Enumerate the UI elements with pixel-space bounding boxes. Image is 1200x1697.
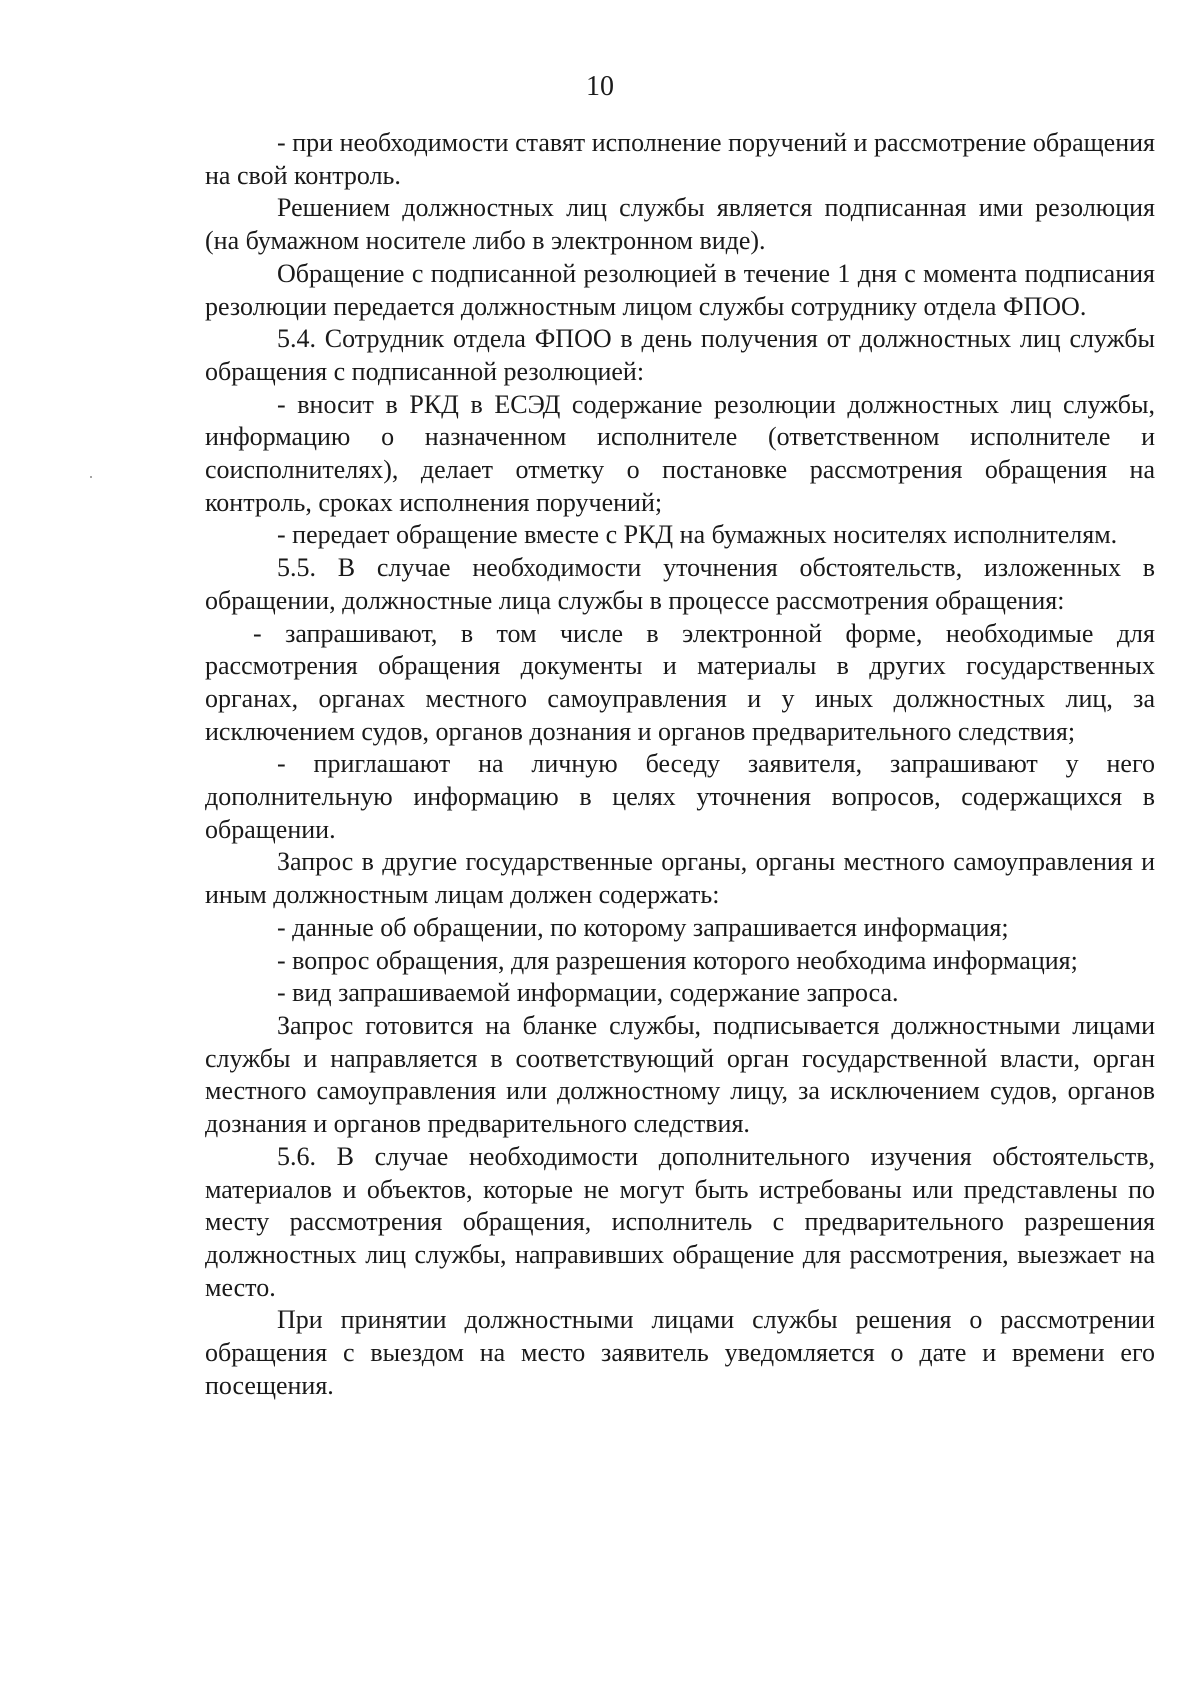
page-number: 10 (586, 71, 614, 102)
paragraph: - данные об обращении, по которому запрашивается информация; (277, 912, 1009, 942)
paragraph: Обращение с подписанной резолюцией в течение 1 дня с момента подписания резолюции передается должностным лицом службы сотруднику отдела ФПОО. (205, 258, 1155, 321)
paragraph: 5.4. Сотрудник отдела ФПОО в день получения от должностных лиц службы обращения с подписанной резолюцией: (205, 324, 1155, 386)
paragraph: Запрос в другие государственные органы, органы местного самоуправления и иным должностным лицам должен содержать: (205, 847, 1155, 910)
document-body (205, 127, 1155, 1402)
paragraph: - при необходимости ставят исполнение поручений и рассмотрение обращения на свой контроль. (205, 128, 1155, 190)
paragraph: - вид запрашиваемой информации, содержание запроса. (277, 978, 899, 1008)
paragraph: Решением должностных лиц службы является подписанная ими резолюция (на бумажном носителе либо в электронном виде). (205, 193, 1155, 256)
paragraph: 5.6. В случае необходимости дополнительного изучения обстоятельств, материалов и объектов, которые не могут быть истребованы или представлены по месту рассмотрения обращения, исполнитель с предварительного разрешения должностных лиц службы, направивших обращение для рассмотрения, выезжает на место. (205, 1141, 1155, 1302)
paragraph: 5.5. В случае необходимости уточнения обстоятельств, изложенных в обращении, должностные лица службы в процессе рассмотрения обращения: (205, 553, 1155, 615)
paragraph: - приглашают на личную беседу заявителя, запрашивают у него дополнительную информацию в целях уточнения вопросов, содержащихся в обращении. (205, 749, 1155, 844)
paragraph: Запрос готовится на бланке службы, подписывается должностными лицами службы и направляется в соответствующий орган государственной власти, орган местного самоуправления или должностному лицу, за исключением судов, органов дознания и органов предварительного следствия. (205, 1010, 1155, 1139)
scan-speck (90, 476, 92, 478)
paragraph: - запрашивают, в том числе в электронной форме, необходимые для рассмотрения обращения документы и материалы в других государственных органах, органах местного самоуправления и у иных должностных лиц, за исключением судов, органов дознания и органов предварительного следствия; (205, 618, 1155, 746)
paragraph: - вносит в РКД в ЕСЭД содержание резолюции должностных лиц службы, информацию о назначенном исполнителе (ответственном исполнителе и соисполнителях), делает отметку о постановке рассмотрения обращения на контроль, сроках исполнения поручений; (205, 389, 1155, 517)
paragraph: При принятии должностными лицами службы решения о рассмотрении обращения с выездом на место заявитель уведомляется о дате и времени его посещения. (205, 1305, 1155, 1400)
paragraph: - вопрос обращения, для разрешения которого необходима информация; (277, 945, 1078, 975)
paragraph: - передает обращение вместе с РКД на бумажных носителях исполнителям. (277, 520, 1118, 550)
